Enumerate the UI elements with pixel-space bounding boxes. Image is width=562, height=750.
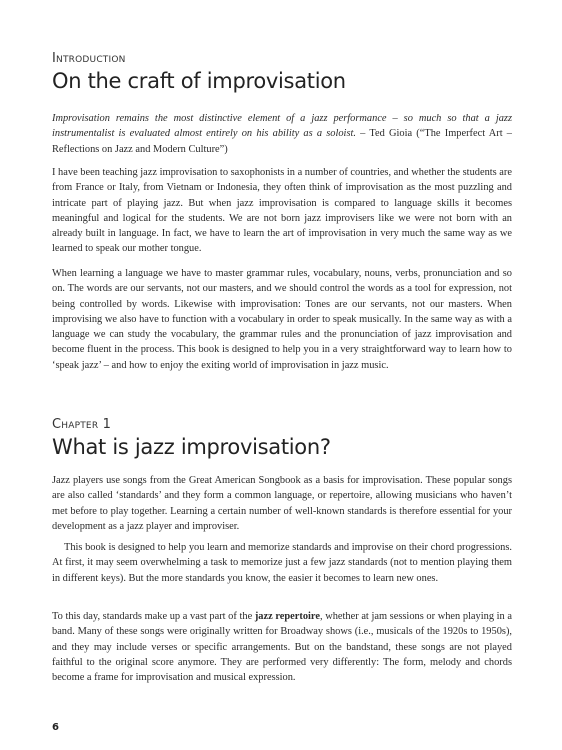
chapter-paragraph-2: This book is designed to help you learn and memorize standards and improvise on their chord progressions. At first, it may seem overwhelming a task to memorize just a few jazz standards (not to mention playing them in different keys). But the more standards you know, the easier it becomes to learn new ones. [52, 542, 512, 584]
quote-text: Improvisation remains the most distinctive element of a jazz performance – so much so that a jazz instrumentalist is evaluated almost entirely on his ability as a soloist. [52, 113, 512, 140]
intro-quote [52, 111, 512, 157]
page-number: 6 [52, 722, 59, 733]
chapter-paragraph-1: Jazz players use songs from the Great American Songbook as a basis for improvisation. These popular songs are also called ‘standards’ and they form a common language, or repertoire, allowing musicians who haven’t met before to play together. Learning a certain number of well-known standards is therefore essential for your development as a jazz player and improviser. [52, 475, 512, 532]
intro-header [52, 52, 512, 94]
chapter-eyebrow: Chapter 1 [52, 417, 112, 432]
intro-eyebrow: Introduction [52, 51, 126, 66]
chapter-paragraph-3 [52, 609, 512, 685]
intro-title: On the craft of improvisation [52, 69, 346, 93]
quote-attribution: – Ted Gioia (“The Imperfect Art – Reflections on Jazz and Modern Culture”) [52, 128, 512, 155]
chapter-header [52, 418, 512, 460]
para3-text-before: To this day, standards make up a vast part of the [52, 611, 255, 622]
jazz-repertoire-term: jazz repertoire [254, 611, 320, 622]
intro-paragraph-1: I have been teaching jazz improvisation to saxophonists in a number of countries, and whether the students are from France or Italy, from Vietnam or Indonesia, they often think of improvisation as the most puzzling and intricate part of playing jazz. But when jazz improvisation is compared to language skills it becomes meaningful and logical for the students. We are not born jazz improvisers like we were not born with an already built in language. In fact, we have to learn the art of improvisation in very much the same way as we learned to speak our mother tongue. [52, 167, 512, 255]
page [52, 0, 512, 750]
para3-text-after: , whether at jam sessions or when playing in a band. Many of these songs were originally written for Broadway shows (i.e., musicals of the 1920s to 1950s), and they may include verses or specific arrangements. But on the bandstand, these songs are not played faithful to the original score anymore. They are performed very differently: The form, melody and chords become a frame for improvisation and musical expression. [52, 611, 512, 684]
intro-paragraph-2: When learning a language we have to master grammar rules, vocabulary, nouns, verbs, pronunciation and so on. The words are our servants, not our masters, and we should control the words as a tool for expression, not being controlled by words. Likewise with improvisation: Tones are our servants, not our masters. When improvising we also have to function with a vocabulary in order to speak musically. In the same way as with a language we can study the vocabulary, the grammar rules and the pronunciation of jazz improvisation and become fluent in the process. This book is designed to help you in a very straightforward way to learn how to ‘speak jazz’ – and how to enjoy the exiting world of improvisation in jazz music. [52, 268, 512, 371]
chapter-title: What is jazz improvisation? [52, 435, 331, 459]
